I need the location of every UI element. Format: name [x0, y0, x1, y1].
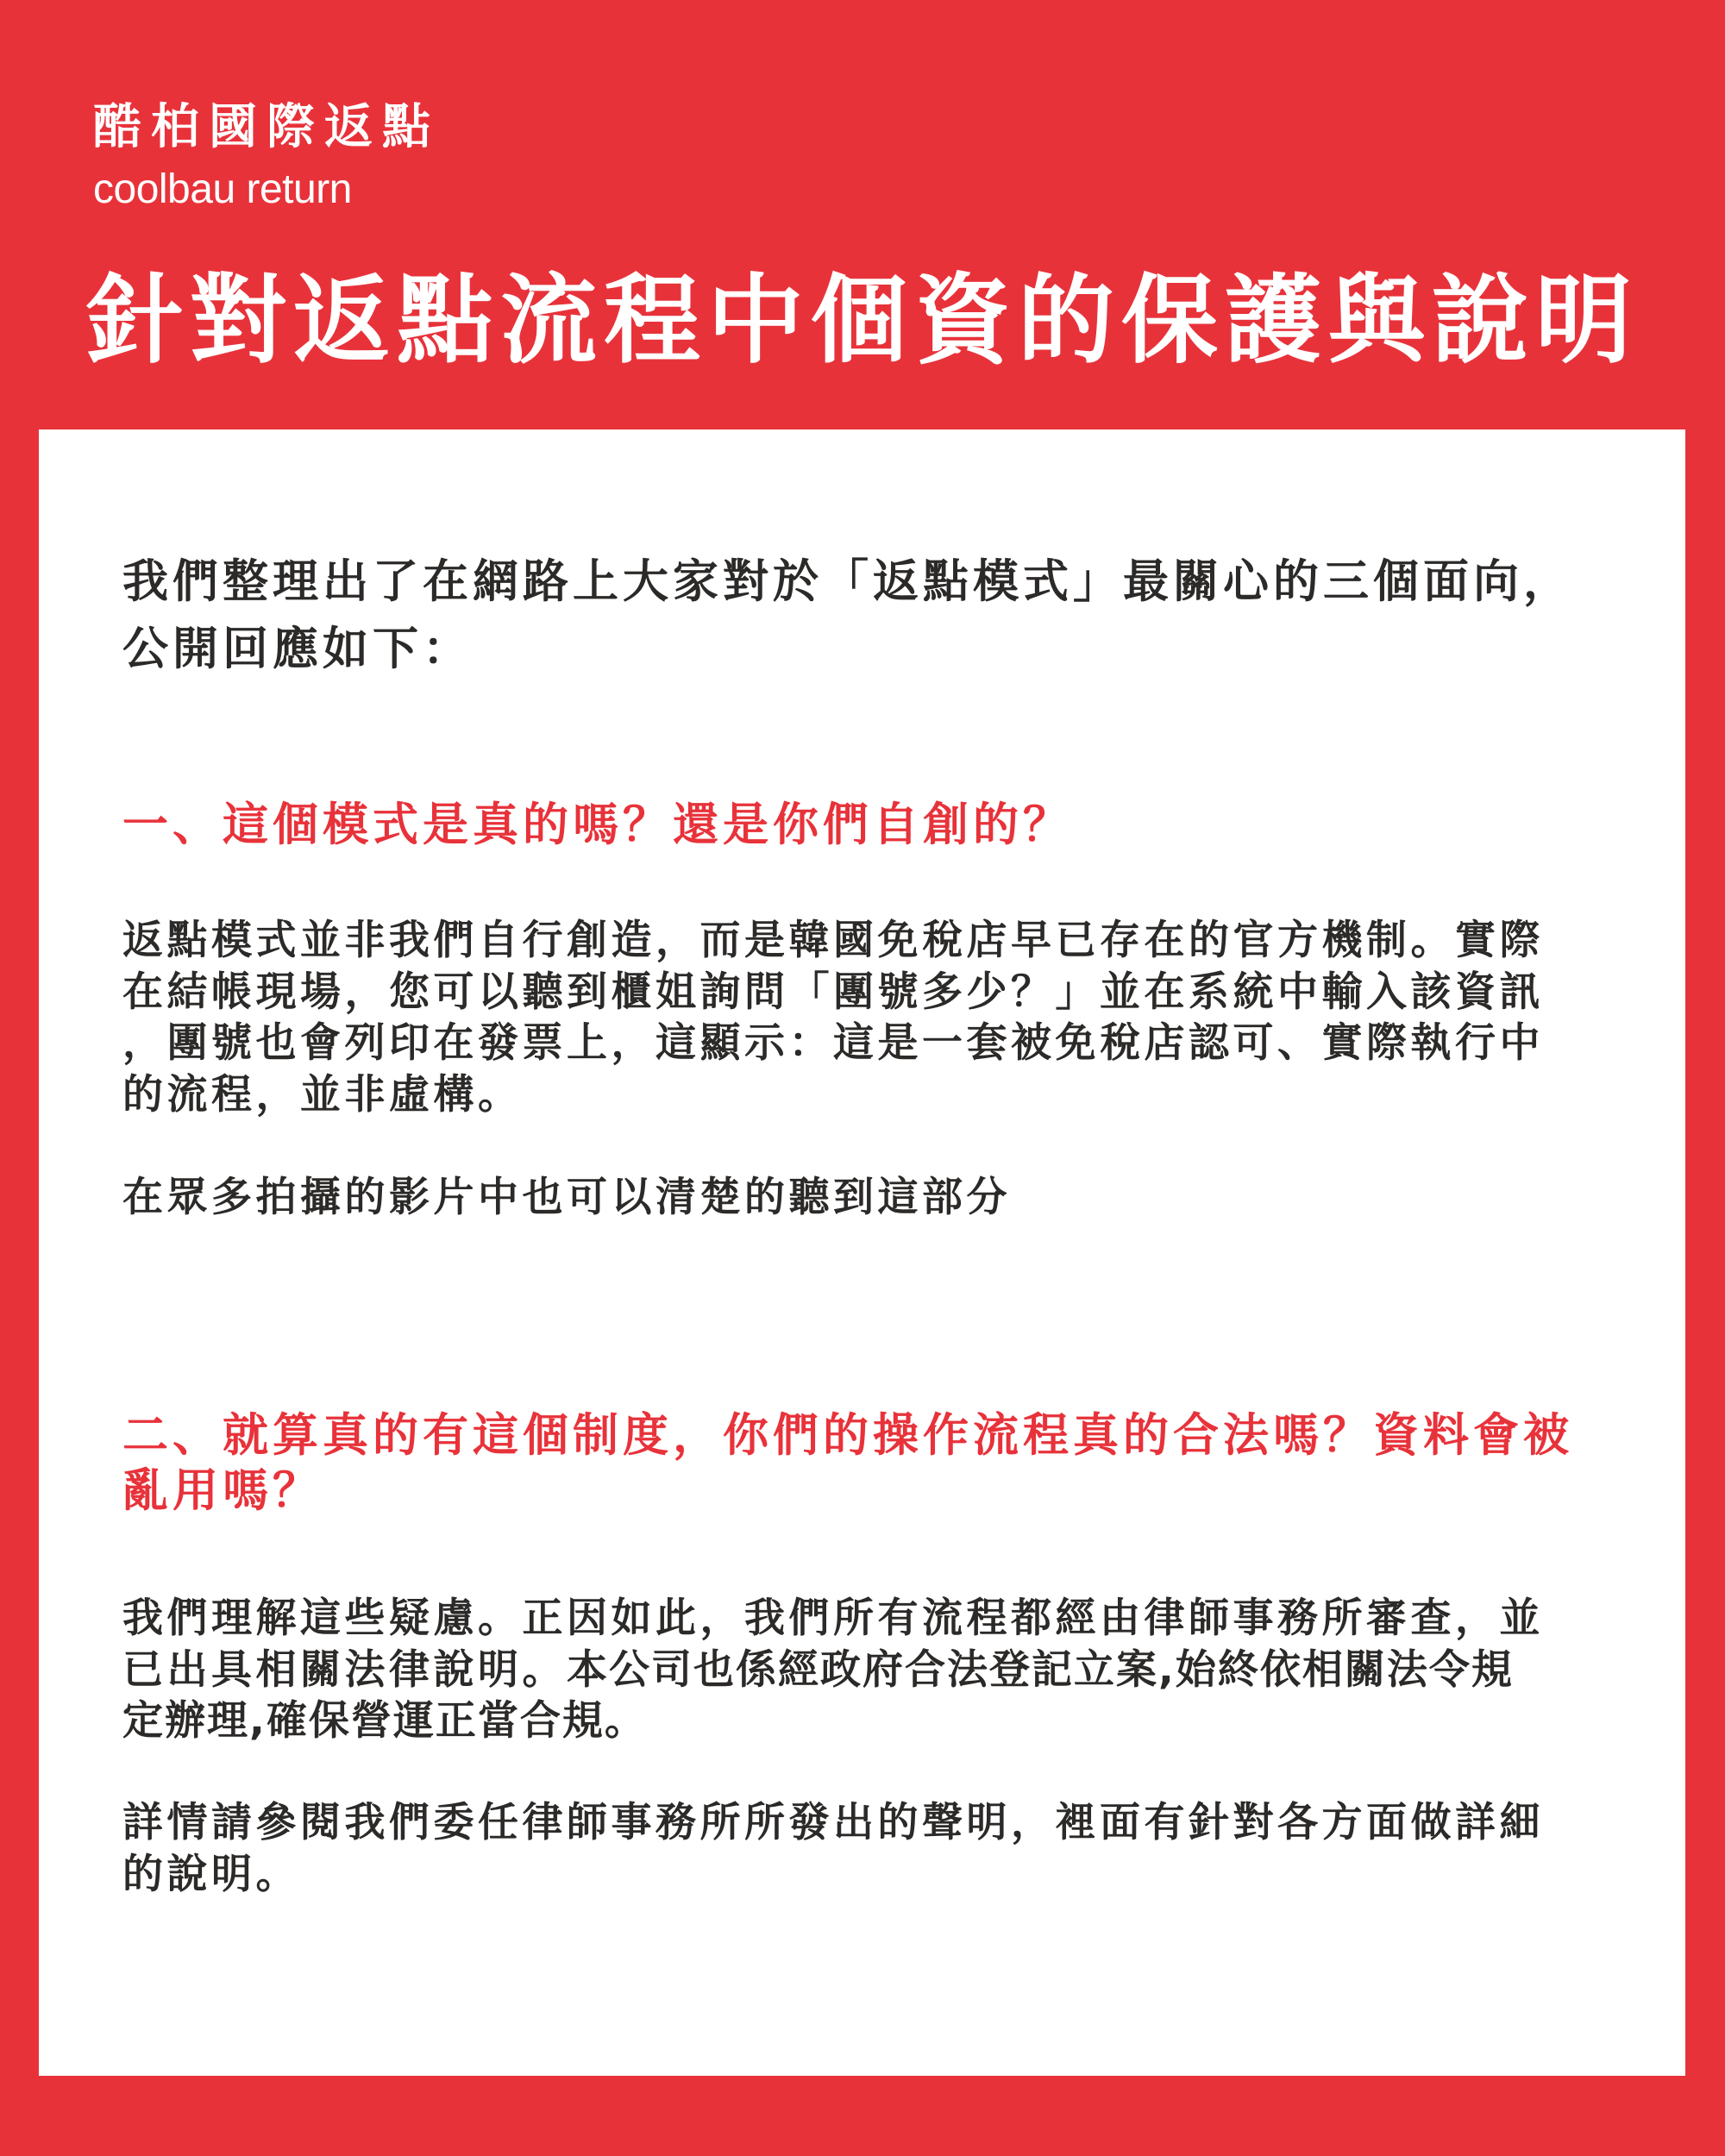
- section1-emphasis: [122, 1172, 1011, 1224]
- paragraph-line: 的流程，並非虛構。: [122, 1070, 523, 1119]
- page-title: 針對返點流程中個資的保護與說明: [86, 265, 1639, 377]
- paragraph-segment-emphasis: 本公司也係經政府合法登記立案,始終依相關法令規: [567, 1645, 1514, 1694]
- section2-heading: [122, 1408, 1573, 1519]
- section2-paragraph-legal: [122, 1593, 1544, 1747]
- section1-heading-text: 一、這個模式是真的嗎？還是你們自創的？: [122, 799, 1073, 851]
- paragraph-line: 在結帳現場，您可以聽到櫃姐詢問「團號多少？」並在系統中輸入該資訊: [122, 968, 1544, 1016]
- paragraph-line: 我們理解這些疑慮。正因如此，我們所有流程都經由律師事務所審查，並: [122, 1595, 1544, 1642]
- paragraph-line-emphasis: 定辦理,確保營運正當合規。: [122, 1697, 647, 1745]
- emphasis-line: 在眾多拍攝的影片中也可以清楚的聽到這部分: [122, 1174, 1011, 1221]
- intro-text: [122, 548, 1573, 683]
- intro-line: 我們整理出了在網路上大家對於「返點模式」最關心的三個面向，: [122, 555, 1573, 608]
- paragraph-segment: 已出具相關法律說明。: [122, 1645, 567, 1694]
- section2-heading-line: 亂用嗎？: [122, 1464, 323, 1517]
- brand-name-chinese: 酷柏國際返點: [93, 99, 440, 155]
- paragraph-segment-emphasis: 詳情請參閱我們委任律師事務所所發出的聲明: [122, 1799, 1011, 1846]
- intro-line: 公開回應如下：: [122, 623, 473, 675]
- paragraph-line: ，團號也會列印在發票上，這顯示：這是一套被免稅店認可、實際執行中: [122, 1019, 1544, 1067]
- section2-heading-line: 二、就算真的有這個制度，你們的操作流程真的合法嗎？資料會被: [122, 1409, 1573, 1462]
- paragraph-line: 返點模式並非我們自行創造，而是韓國免稅店早已存在的官方機制。實際: [122, 917, 1544, 964]
- paragraph-line: 的說明。: [122, 1850, 300, 1898]
- section1-heading: [122, 798, 1073, 853]
- paragraph-segment: ，裡面有針對各方面做詳細: [1011, 1799, 1544, 1846]
- section2-paragraph-details: [122, 1797, 1544, 1900]
- section1-paragraph: [122, 915, 1544, 1120]
- brand-name-english: coolbau return: [93, 166, 352, 212]
